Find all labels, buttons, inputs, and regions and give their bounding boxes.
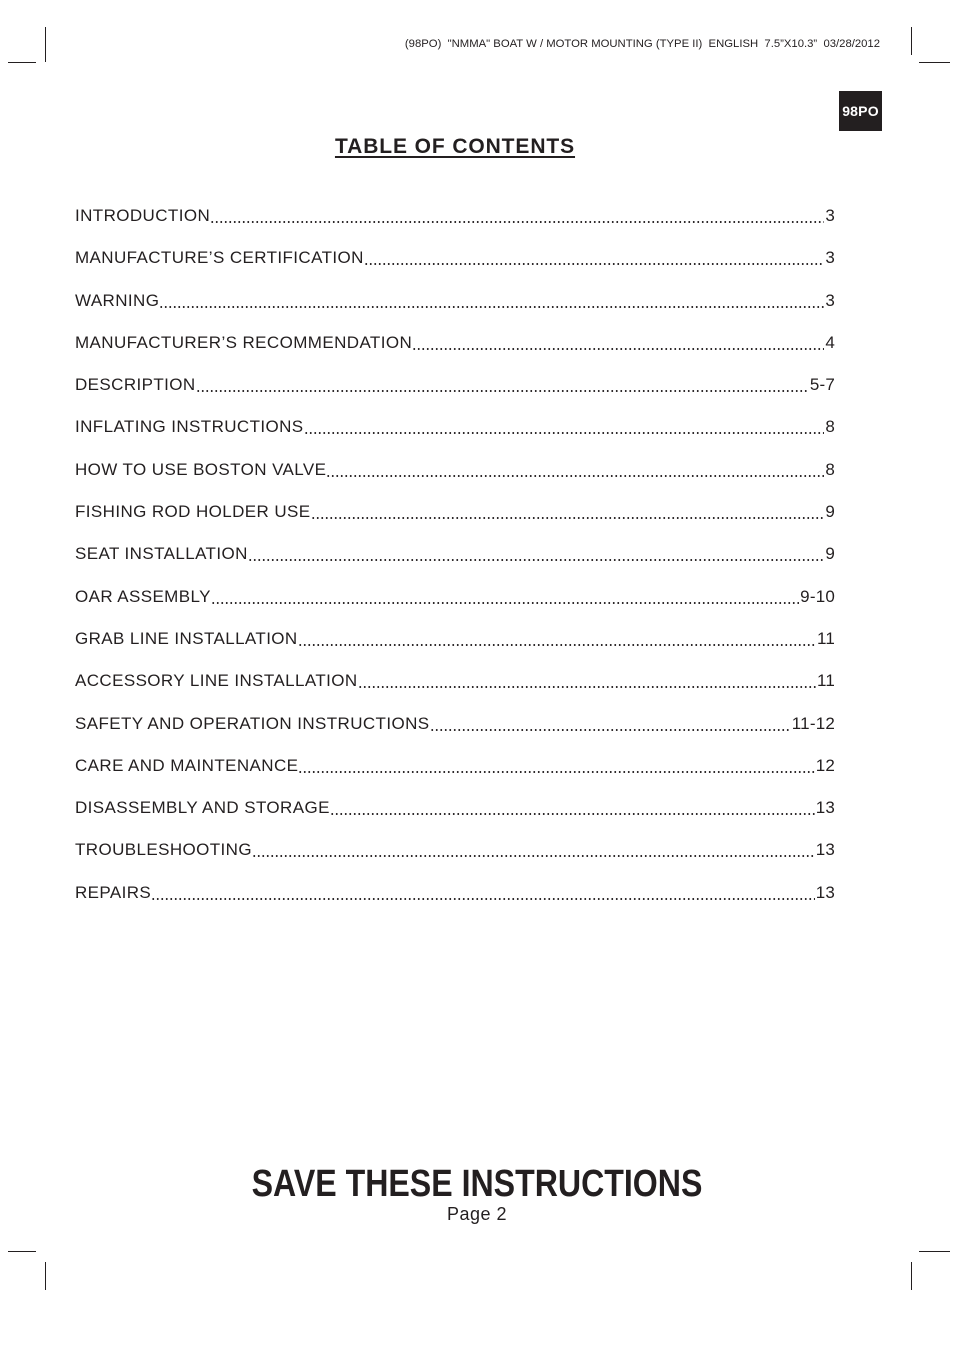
- toc-entry-page: 11: [816, 628, 835, 648]
- toc-entry-page: 11: [816, 671, 835, 691]
- toc-entry-label: SAFETY AND OPERATION INSTRUCTIONS: [75, 713, 430, 733]
- toc-entry-label: ACCESSORY LINE INSTALLATION: [75, 671, 358, 691]
- dot-leader: [412, 348, 824, 350]
- toc-entry: [75, 544, 835, 586]
- toc-entry-label: REPAIRS: [75, 882, 152, 902]
- dot-leader: [364, 263, 825, 265]
- dot-leader: [211, 602, 799, 604]
- toc-entry: [75, 375, 835, 417]
- dot-leader: [210, 221, 824, 223]
- toc-entry: [75, 333, 835, 375]
- toc-entry: [75, 460, 835, 502]
- dot-leader: [252, 855, 815, 857]
- toc-entry-page: 9-10: [800, 586, 835, 606]
- toc-entry-label: WARNING: [75, 290, 160, 310]
- toc-entry-page: 11-12: [791, 713, 835, 733]
- dot-leader: [298, 771, 814, 773]
- toc-entry-label: MANUFACTURER’S RECOMMENDATION: [75, 332, 413, 352]
- toc-entry-label: GRAB LINE INSTALLATION: [75, 628, 298, 648]
- toc-entry: [75, 502, 835, 544]
- toc-entry-page: 9: [825, 502, 835, 522]
- toc-entry: [75, 248, 835, 290]
- toc-entry: [75, 671, 835, 713]
- toc-entry-page: 3: [825, 206, 835, 225]
- toc-entry: [75, 840, 835, 882]
- toc-entry-label: DISASSEMBLY AND STORAGE: [75, 798, 330, 818]
- model-badge: 98PO: [839, 91, 882, 131]
- toc-entry-label: MANUFACTURE’S CERTIFICATION: [75, 248, 364, 268]
- toc-entry-page: 8: [825, 417, 835, 437]
- crop-mark-top-right-horizontal: [919, 62, 950, 63]
- toc-entry-page: 3: [825, 248, 835, 268]
- toc-entry: [75, 417, 835, 459]
- page-number: Page 2: [446, 1204, 508, 1224]
- toc-entry-page: 5-7: [809, 375, 835, 395]
- toc-entry: [75, 883, 835, 925]
- dot-leader: [151, 898, 815, 900]
- toc-entry-page: 12: [815, 755, 835, 775]
- toc-entry-label: INTRODUCTION: [75, 206, 211, 225]
- dot-leader: [248, 559, 825, 561]
- dot-leader: [298, 644, 816, 646]
- toc-entry-label: CARE AND MAINTENANCE: [75, 755, 299, 775]
- toc-entry: [75, 291, 835, 333]
- crop-mark-bottom-left-horizontal: [8, 1251, 36, 1252]
- crop-mark-bottom-right-vertical: [911, 1262, 912, 1290]
- toc-entry-page: 13: [815, 882, 835, 902]
- toc-entry-label: INFLATING INSTRUCTIONS: [75, 417, 304, 437]
- dot-leader: [311, 517, 825, 519]
- dot-leader: [326, 475, 824, 477]
- crop-mark-bottom-right-horizontal: [919, 1251, 950, 1252]
- toc-entry: [75, 629, 835, 671]
- dot-leader: [196, 390, 809, 392]
- toc-entry: [75, 798, 835, 840]
- toc-entry-page: 13: [815, 798, 835, 818]
- save-instructions-banner: SAVE THESE INSTRUCTIONS: [251, 1163, 703, 1205]
- dot-leader: [159, 306, 824, 308]
- crop-mark-top-right-vertical: [911, 27, 912, 55]
- toc-entry-label: DESCRIPTION: [75, 375, 196, 395]
- toc-entry: [75, 587, 835, 629]
- toc-entry-label: TROUBLESHOOTING: [75, 840, 252, 860]
- dot-leader: [304, 432, 825, 434]
- toc-entry-page: 9: [825, 544, 835, 564]
- dot-leader: [358, 686, 816, 688]
- toc-entry: [75, 206, 835, 248]
- toc-entry-page: 3: [825, 290, 835, 310]
- toc-entry-label: HOW TO USE BOSTON VALVE: [75, 459, 327, 479]
- crop-mark-top-left-vertical: [45, 27, 46, 62]
- toc-entry-label: OAR ASSEMBLY: [75, 586, 211, 606]
- dot-leader: [430, 729, 791, 731]
- dot-leader: [330, 813, 815, 815]
- toc-entry-label: FISHING ROD HOLDER USE: [75, 502, 311, 522]
- print-info-line: (98PO) "NMMA" BOAT W / MOTOR MOUNTING (TYPE II) ENGLISH 7.5”X10.3” 03/28/2012: [404, 38, 880, 50]
- toc-entry-page: 8: [825, 459, 835, 479]
- toc-entry: [75, 714, 835, 756]
- toc-entry: [75, 756, 835, 798]
- crop-mark-top-left-horizontal: [8, 62, 36, 63]
- table-of-contents: [75, 206, 835, 925]
- toc-entry-page: 13: [815, 840, 835, 860]
- toc-entry-label: SEAT INSTALLATION: [75, 544, 248, 564]
- page-title: TABLE OF CONTENTS: [334, 135, 576, 158]
- crop-mark-bottom-left-vertical: [45, 1262, 46, 1290]
- toc-entry-page: 4: [825, 332, 835, 352]
